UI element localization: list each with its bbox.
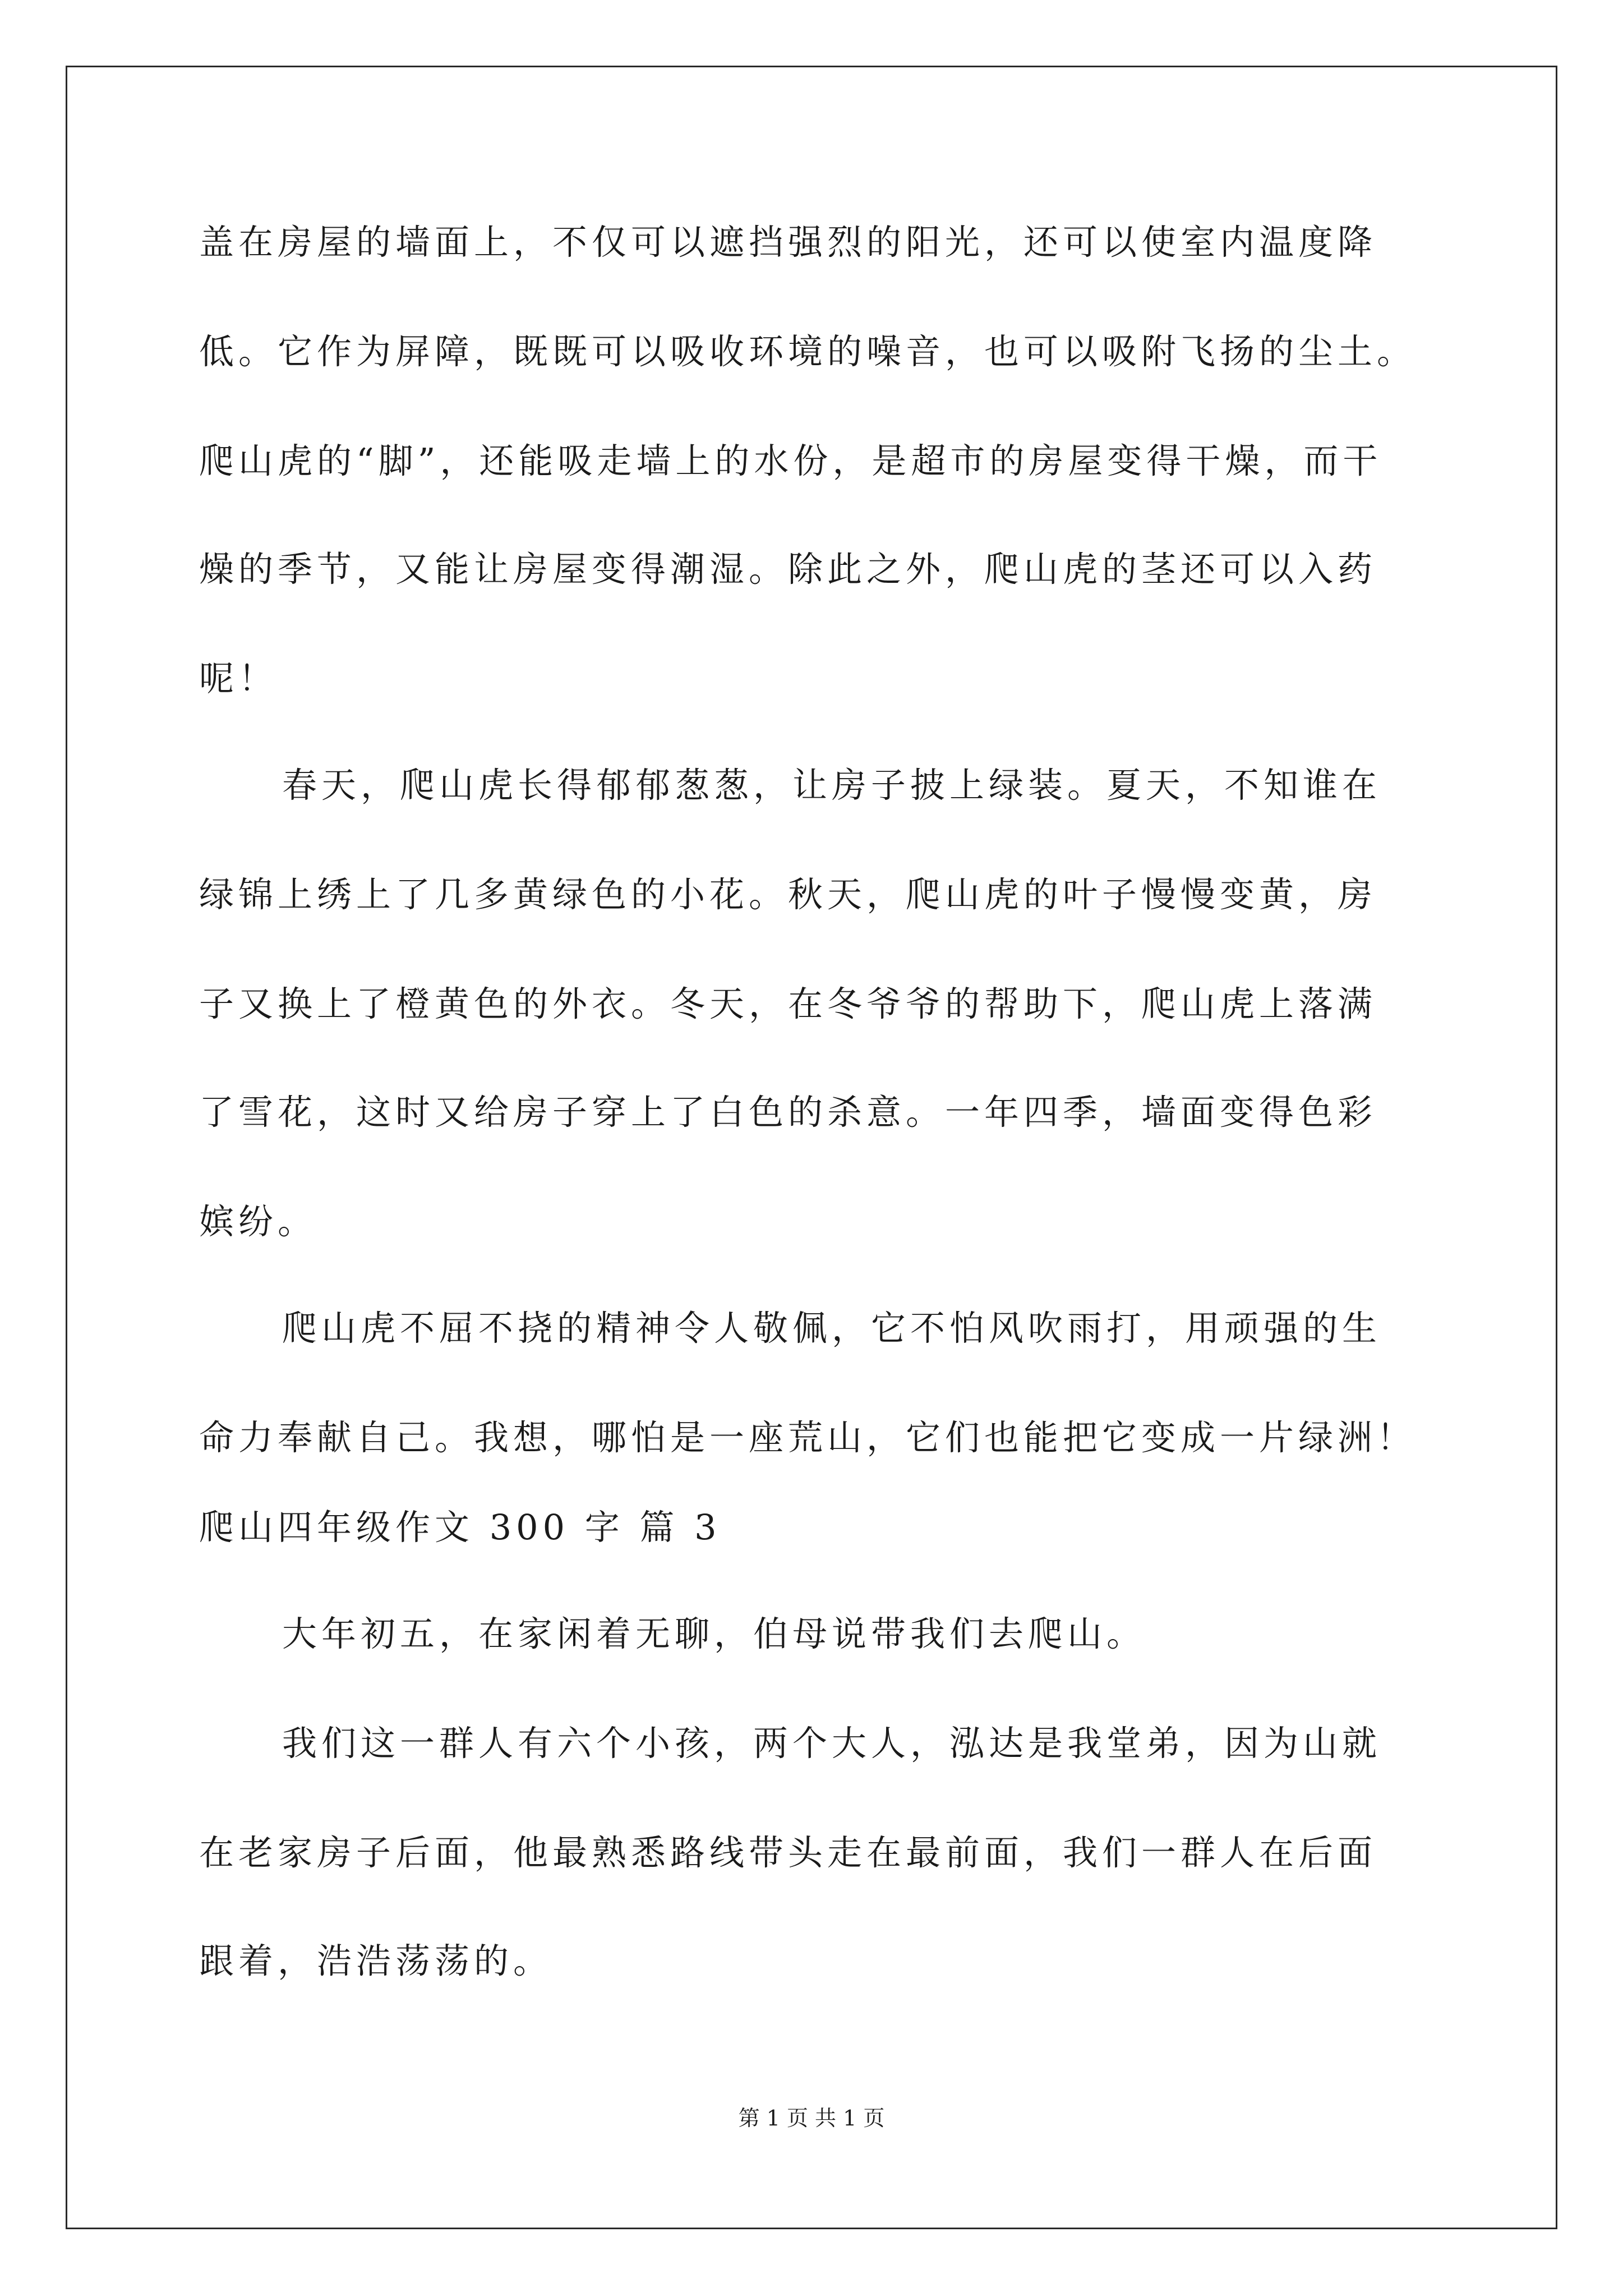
page-number: 第 1 页 共 1 页: [738, 2106, 885, 2131]
paragraph-line: 燥的季节，又能让房屋变得潮湿。除此之外，爬山虎的茎还可以入药: [199, 549, 1377, 590]
paragraph-line: 大年初五，在家闲着无聊，伯母说带我们去爬山。: [282, 1613, 1146, 1654]
paragraph-line: 了雪花，这时又给房子穿上了白色的杀意。一年四季，墙面变得色彩: [199, 1092, 1377, 1133]
paragraph-line: 在老家房子后面，他最熟悉路线带头走在最前面，我们一群人在后面: [199, 1832, 1377, 1873]
paragraph-line: 爬山虎的“脚”，还能吸走墙上的水份，是超市的房屋变得干燥，而干: [199, 440, 1382, 481]
paragraph-line: 呢！: [199, 658, 278, 699]
paragraph-line: 子又换上了橙黄色的外衣。冬天，在冬爷爷的帮助下，爬山虎上落满: [199, 983, 1377, 1024]
paragraph-line: 命力奉献自己。我想，哪怕是一座荒山，它们也能把它变成一片绿洲！: [199, 1417, 1417, 1458]
section-heading: 爬山四年级作文 300 字 篇 3: [199, 1507, 721, 1548]
paragraph-line: 绿锦上绣上了几多黄绿色的小花。秋天，爬山虎的叶子慢慢变黄，房: [199, 874, 1377, 915]
paragraph-line: 盖在房屋的墙面上，不仅可以遮挡强烈的阳光，还可以使室内温度降: [199, 222, 1377, 263]
paragraph-line: 春天，爬山虎长得郁郁葱葱，让房子披上绿装。夏天，不知谁在: [282, 765, 1382, 806]
paragraph-line: 低。它作为屏障，既既可以吸收环境的噪音，也可以吸附飞扬的尘土。: [199, 331, 1417, 372]
paragraph-line: 我们这一群人有六个小孩，两个大人，泓达是我堂弟，因为山就: [282, 1723, 1382, 1764]
paragraph-line: 爬山虎不屈不挠的精神令人敬佩，它不怕风吹雨打，用顽强的生: [282, 1308, 1382, 1349]
paragraph-line: 嫔纷。: [199, 1201, 317, 1242]
page-border: [66, 66, 1557, 2229]
paragraph-line: 跟着，浩浩荡荡的。: [199, 1940, 553, 1981]
